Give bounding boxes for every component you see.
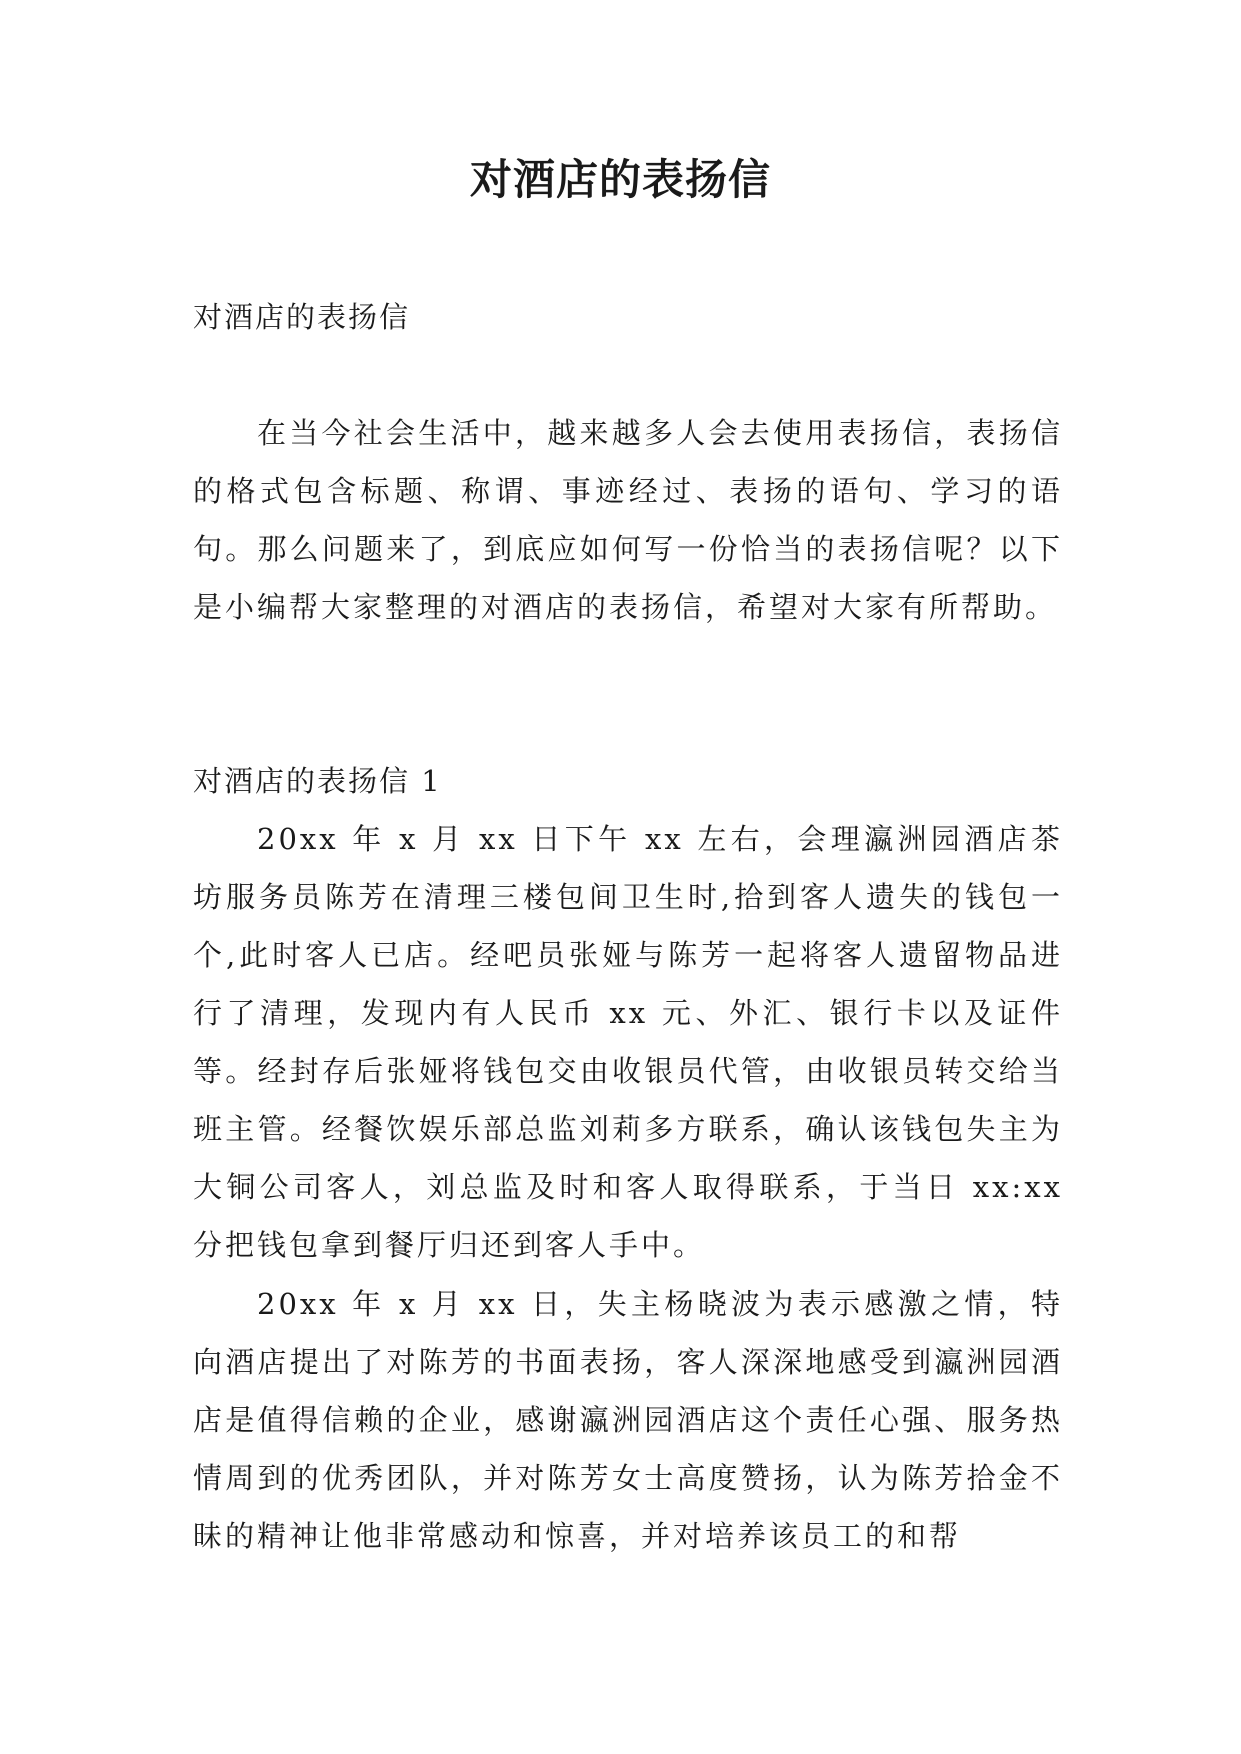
intro-paragraph: 在当今社会生活中，越来越多人会去使用表扬信，表扬信的格式包含标题、称谓、事迹经过、表扬的语句、学习的语句。那么问题来了，到底应如何写一份恰当的表扬信呢？以下是小编帮大家整理的对酒店的表扬信，希望对大家有所帮助。 xyxy=(193,416,1063,624)
body-paragraph-1: 20xx 年 x 月 xx 日下午 xx 左右，会理瀛洲园酒店茶坊服务员陈芳在清理三楼包间卫生时,拾到客人遗失的钱包一个,此时客人已店。经吧员张娅与陈芳一起将客人遗留物品进行了清理，发现内有人民币 xx 元、外汇、银行卡以及证件等。经封存后张娅将钱包交由收银员代管，由收银员转交给当班主管。经餐饮娱乐部总监刘莉多方联系，确认该钱包失主为大铜公司客人，刘总监及时和客人取得联系，于当日 xx:xx 分把钱包拿到餐厅归还到客人手中。 xyxy=(193,822,1063,1262)
document-title: 对酒店的表扬信 xyxy=(469,155,771,204)
body-paragraph-2: 20xx 年 x 月 xx 日，失主杨晓波为表示感激之情，特向酒店提出了对陈芳的书面表扬，客人深深地感受到瀛洲园酒店是值得信赖的企业，感谢瀛洲园酒店这个责任心强、服务热情周到的优秀团队，并对陈芳女士高度赞扬，认为陈芳拾金不昧的精神让他非常感动和惊喜，并对培养该员工的和帮 xyxy=(193,1287,1063,1553)
section-heading: 对酒店的表扬信 1 xyxy=(193,764,442,798)
document-subtitle: 对酒店的表扬信 xyxy=(193,300,411,334)
